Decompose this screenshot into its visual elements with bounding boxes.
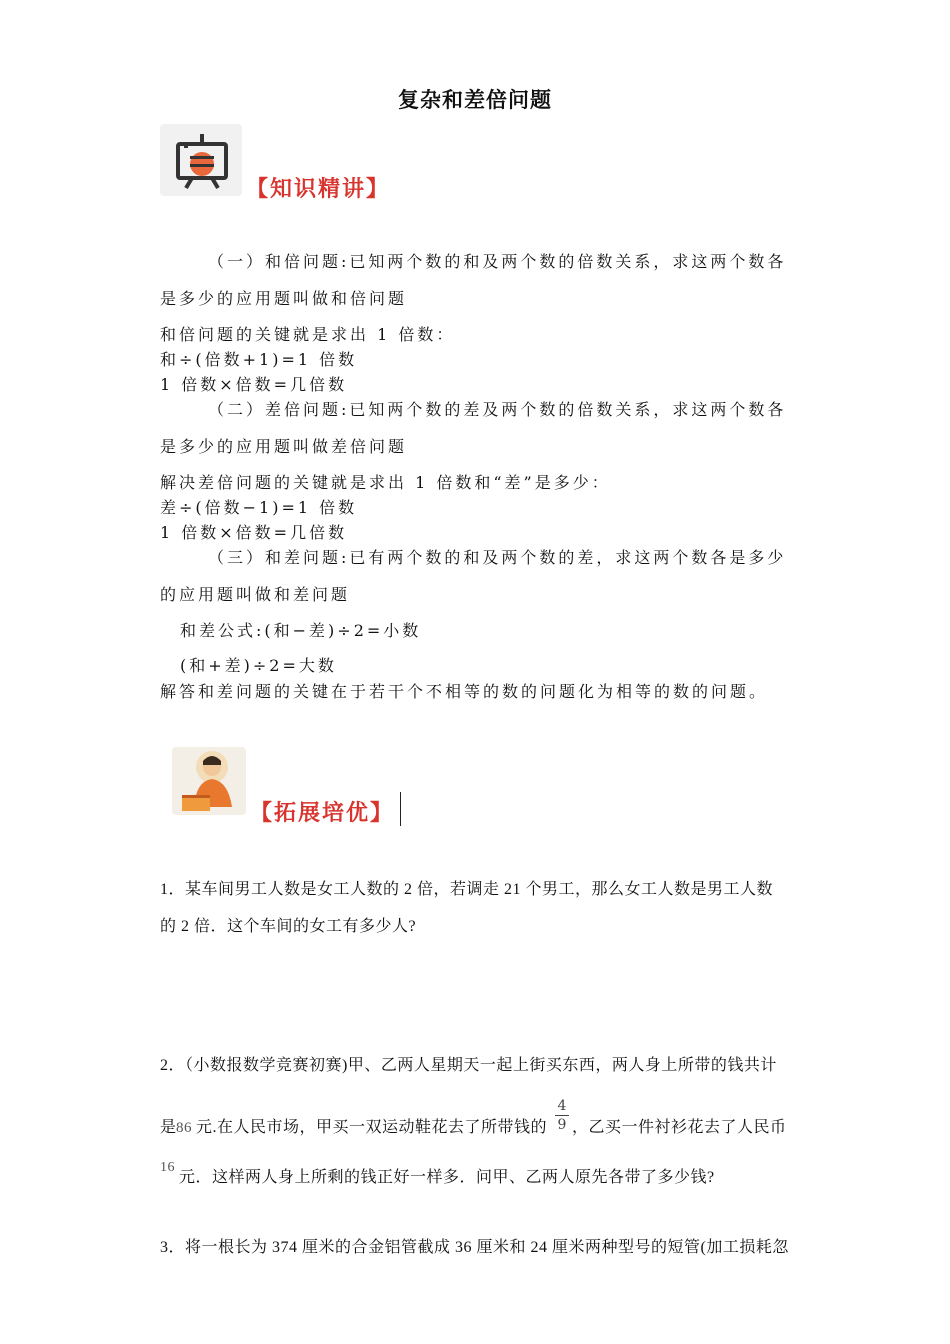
problem-2-line3: 元．这样两人身上所剩的钱正好一样多．问甲、乙两人原先各带了多少钱? <box>179 1169 715 1186</box>
knowledge-icon-box <box>160 124 242 196</box>
sum-diff-intro-line1: （三）和差问题:已有两个数的和及两个数的差，求这两个数各是多少 <box>208 548 787 567</box>
sum-diff-key: 解答和差问题的关键在于若干个不相等的数的问题化为相等的数的问题。 <box>160 682 769 701</box>
diff-multiple-intro-line1: （二）差倍问题:已知两个数的差及两个数的倍数关系，求这两个数各 <box>208 400 787 419</box>
teacher-figure-icon <box>172 747 246 815</box>
problem-1-line2: 的 2 倍．这个车间的女工有多少人? <box>160 918 417 935</box>
expand-banner: 【拓展培优】 <box>250 800 395 826</box>
sum-multiple-formula2: 1 倍数×倍数=几倍数 <box>160 375 348 394</box>
problem-1-line1: 1．某车间男工人数是女工人数的 2 倍，若调走 21 个男工，那么女工人数是男工人数 <box>160 881 774 898</box>
diff-multiple-formula1: 差÷(倍数−1)=1 倍数 <box>160 498 358 517</box>
amount-86: 86 <box>176 1120 192 1136</box>
problem-2-line2-mid: 元.在人民市场，甲买一双运动鞋花去了所带钱的 <box>196 1119 548 1136</box>
problem-2-line1: 2．（小数报数学竞赛初赛)甲、乙两人星期天一起上街买东西，两人身上所带的钱共计 <box>160 1057 777 1074</box>
problem-3-line1: 3．将一根长为 374 厘米的合金铝管截成 36 厘米和 24 厘米两种型号的短管(加工损耗忽 <box>160 1239 789 1256</box>
fraction-4-9 <box>555 1098 569 1133</box>
problem-2-line2-start: 是 <box>160 1119 177 1136</box>
page-title: 复杂和差倍问题 <box>398 88 552 112</box>
fraction-denominator: 9 <box>557 1117 567 1133</box>
presentation-board-icon <box>160 124 242 196</box>
knowledge-banner: 【知识精讲】 <box>246 176 391 202</box>
diff-multiple-key: 解决差倍问题的关键就是求出 1 倍数和“差”是多少： <box>160 473 611 492</box>
sum-diff-formula1: 和差公式:(和−差)÷2=小数 <box>180 621 422 640</box>
sum-multiple-formula1: 和÷(倍数+1)=1 倍数 <box>160 350 358 369</box>
fraction-bar <box>555 1115 569 1116</box>
diff-multiple-intro-line2: 是多少的应用题叫做差倍问题 <box>160 437 408 456</box>
diff-multiple-formula2: 1 倍数×倍数=几倍数 <box>160 523 348 542</box>
sum-diff-formula2: (和+差)÷2=大数 <box>180 656 337 675</box>
text-cursor <box>400 792 401 826</box>
expand-icon-box <box>172 747 246 815</box>
fraction-numerator: 4 <box>557 1098 567 1114</box>
problem-2-line2-end: ，乙买一件衬衫花去了人民币 <box>572 1119 787 1136</box>
sum-diff-intro-line2: 的应用题叫做和差问题 <box>160 585 351 604</box>
sum-multiple-intro-line1: （一）和倍问题:已知两个数的和及两个数的倍数关系，求这两个数各 <box>208 252 787 271</box>
sum-multiple-key: 和倍问题的关键就是求出 1 倍数： <box>160 325 456 344</box>
amount-16: 16 <box>160 1160 175 1175</box>
sum-multiple-intro-line2: 是多少的应用题叫做和倍问题 <box>160 289 408 308</box>
